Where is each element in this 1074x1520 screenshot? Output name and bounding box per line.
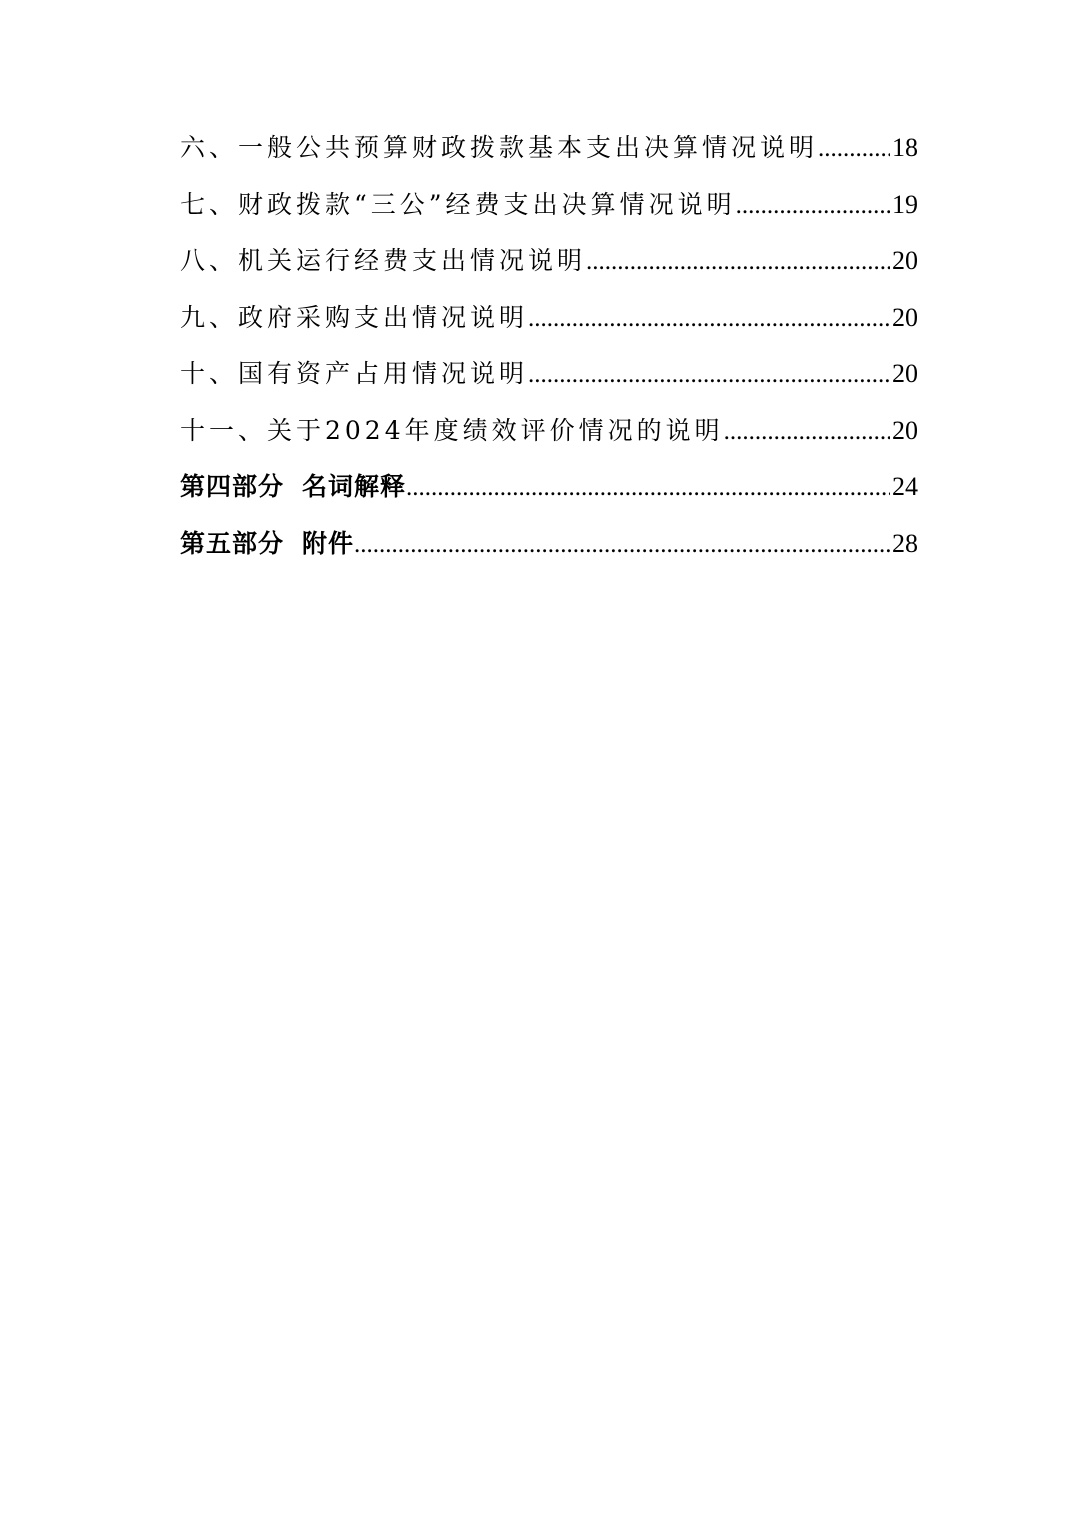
toc-entry-label: 十一、关于2024年度绩效评价情况的说明 xyxy=(180,415,724,445)
dot-leader xyxy=(818,135,890,163)
toc-page-number: 20 xyxy=(892,302,918,332)
dot-leader xyxy=(586,248,890,276)
toc-part-number: 第五部分 xyxy=(180,528,285,558)
dot-leader xyxy=(354,531,890,559)
toc-page-number: 20 xyxy=(892,415,918,445)
toc-entry-label: 六、一般公共预算财政拨款基本支出决算情况说明 xyxy=(180,133,819,162)
toc-entry-three-public-expenses[interactable] xyxy=(180,185,918,242)
toc-entry-basic-expenditure[interactable] xyxy=(180,128,918,185)
toc-entry-label xyxy=(180,524,354,560)
toc-entry-state-assets[interactable] xyxy=(180,354,918,411)
toc-part-title: 附件 xyxy=(302,528,355,558)
dot-leader xyxy=(528,361,890,389)
toc-entry-label: 十、国有资产占用情况说明 xyxy=(180,359,529,388)
toc-entry-label: 八、机关运行经费支出情况说明 xyxy=(180,246,587,275)
toc-part-number: 第四部分 xyxy=(180,472,285,501)
toc-page-number: 20 xyxy=(892,246,918,275)
dot-leader xyxy=(406,474,890,502)
toc-entry-operating-expenses[interactable] xyxy=(180,241,918,298)
toc-entry-part-five-attachments[interactable] xyxy=(180,524,918,581)
toc-page-number: 19 xyxy=(892,189,918,219)
toc-entry-government-procurement[interactable] xyxy=(180,298,918,355)
toc-entry-performance-evaluation[interactable] xyxy=(180,411,918,468)
toc-page-number: 20 xyxy=(892,359,918,388)
dot-leader xyxy=(528,305,890,333)
toc-entry-label xyxy=(180,467,406,503)
toc-entry-part-four-glossary[interactable] xyxy=(180,467,918,524)
table-of-contents xyxy=(180,128,918,580)
toc-part-title: 名词解释 xyxy=(302,472,407,501)
toc-entry-label: 七、财政拨款“三公”经费支出决算情况说明 xyxy=(180,189,736,219)
dot-leader xyxy=(724,418,890,446)
toc-page-number: 28 xyxy=(892,528,918,558)
dot-leader xyxy=(736,192,890,220)
toc-page-number: 18 xyxy=(892,133,918,162)
toc-page-number: 24 xyxy=(892,472,918,501)
toc-entry-label: 九、政府采购支出情况说明 xyxy=(180,302,529,332)
